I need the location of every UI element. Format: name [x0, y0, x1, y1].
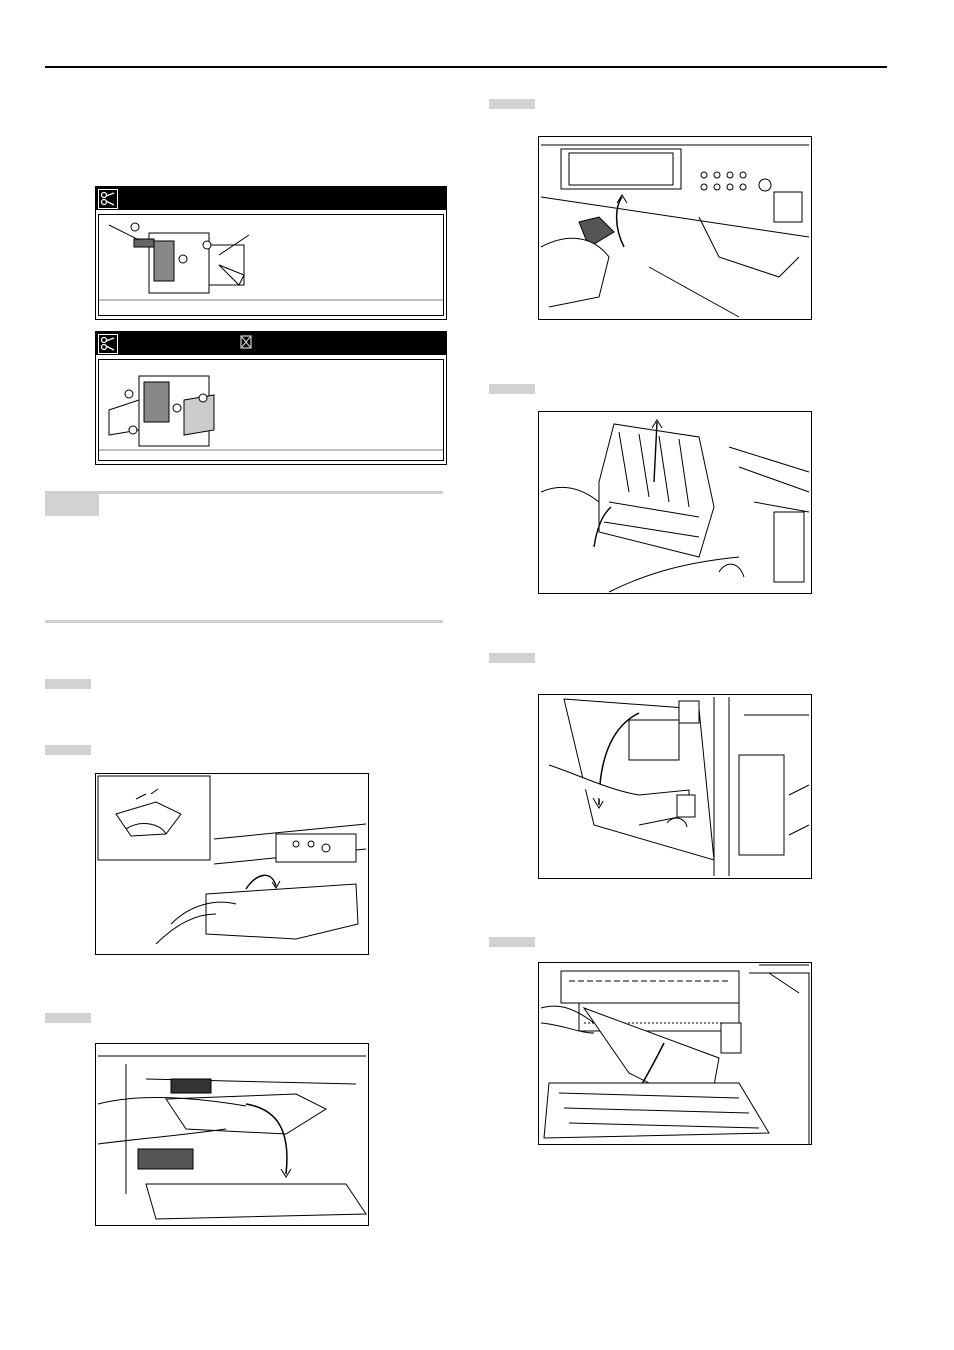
illustration-lift-lever	[538, 136, 812, 320]
step-tab	[489, 384, 535, 394]
illustration-raise-guide	[538, 411, 812, 594]
step-tab	[489, 937, 535, 947]
step-tab	[489, 99, 535, 109]
lcd-title-bar	[96, 187, 446, 210]
jam-tool-icon	[98, 334, 118, 354]
illustration-pull-tray	[95, 773, 369, 955]
lcd-screen-jam-open	[95, 331, 447, 465]
note-top-rule	[45, 491, 443, 494]
illustration-pull-paper	[538, 962, 812, 1145]
illustration-open-cover	[538, 694, 812, 879]
jam-tool-icon	[98, 189, 118, 209]
lcd-title-bar	[96, 332, 446, 355]
step-tab	[45, 745, 91, 755]
jam-location-diagram	[99, 360, 443, 460]
illustration-remove-paper	[95, 1043, 369, 1226]
note-bottom-rule	[45, 620, 443, 623]
step-tab	[45, 679, 91, 689]
cross-icon	[240, 335, 252, 349]
jam-location-diagram	[99, 215, 443, 315]
step-tab	[489, 653, 535, 663]
lcd-screen-jam	[95, 186, 447, 320]
step-tab	[45, 1013, 91, 1023]
lcd-illustration-area	[98, 359, 444, 461]
note-label	[45, 494, 99, 516]
header-rule	[45, 66, 887, 68]
lcd-illustration-area	[98, 214, 444, 316]
